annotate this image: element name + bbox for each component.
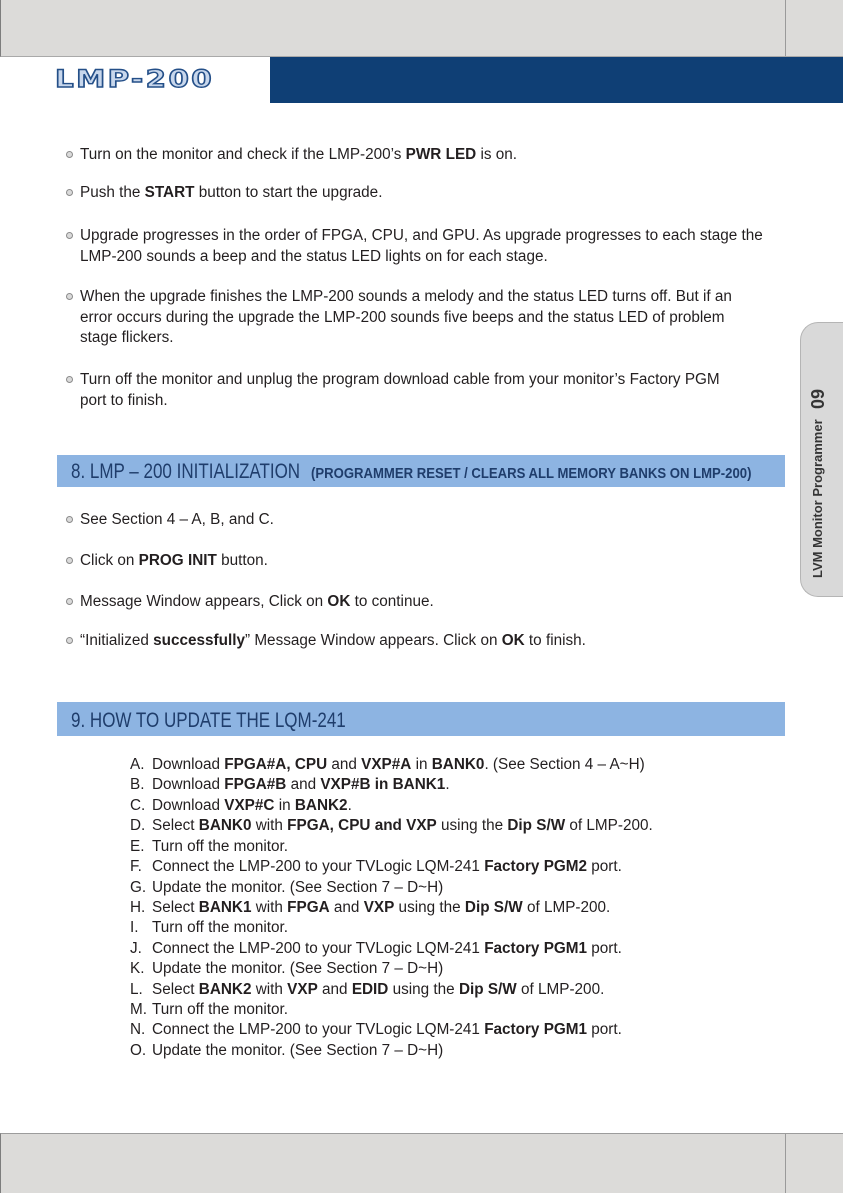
text-run: Turn off the monitor. [152,1001,289,1019]
bullet-text [80,183,382,204]
step-text [152,816,653,836]
text-run: port. [587,939,622,957]
text-run: ” Message Window appears. Click on [244,632,502,649]
text-run: using the [436,817,508,835]
step-item [0,959,800,979]
text-run: Update the monitor. (See Section 7 – D~H) [152,878,444,896]
bold-text-run: EDID [351,980,389,998]
text-run: . [347,796,352,814]
step-text [152,980,604,1000]
bold-text-run: Factory PGM1 [484,1021,588,1039]
text-line [80,592,434,613]
step-text [152,755,645,775]
text-run: to finish. [524,632,586,649]
text-run: is on. [476,146,518,163]
text-line [80,308,732,329]
text-run: Download [152,796,225,814]
bullet-text [80,226,763,267]
text-line [80,183,382,204]
bold-text-run: Dip S/W [507,817,566,835]
step-text [152,796,352,816]
text-run: with [251,980,288,998]
bullet-circle-icon [66,598,73,605]
bold-text-run: VXP#B in BANK1 [320,776,446,794]
bold-text-run: FPGA [287,898,330,916]
text-run: with [251,898,288,916]
text-line [80,510,274,531]
bullet-item [80,183,382,204]
bullet-text [80,370,720,411]
bold-text-run: OK [327,593,351,610]
text-run: “Initialized [80,632,154,649]
text-run: Turn on the monitor and check if the LMP-200’s [80,146,406,163]
bold-text-run: BANK0 [198,817,252,835]
step-text [152,775,450,795]
step-item [0,796,800,816]
text-run: Download [152,756,225,773]
text-run: Update the monitor. (See Section 7 – D~H) [152,960,444,978]
bold-text-run: Factory PGM1 [484,939,588,957]
bold-text-run: VXP#A [361,756,412,773]
bullet-text [80,551,268,572]
section-8-subtitle: (PROGRAMMER RESET / CLEARS ALL MEMORY BANKS ON LMP-200) [311,465,752,482]
text-run: with [251,817,288,835]
step-item [0,1020,800,1040]
step-item [0,1041,800,1061]
step-item [0,980,800,1000]
text-line [80,551,268,572]
bold-text-run: START [144,184,195,201]
section-9-header [57,702,785,736]
step-item [0,918,800,938]
bullet-item [80,226,763,267]
step-text [152,898,610,918]
step-item [0,898,800,918]
page-number: 09 [808,388,828,409]
text-run: using the [388,980,459,998]
bullet-item [80,631,586,652]
bold-text-run: Dip S/W [458,980,517,998]
text-run: of LMP-200. [522,898,611,916]
step-letter: D. [130,817,146,835]
text-line [80,226,763,247]
bold-text-run: VXP [363,898,395,916]
bold-text-run: FPGA#B [224,776,287,794]
text-run: Connect the LMP-200 to your TVLogic LQM-241 [152,1021,485,1039]
text-line [80,370,720,391]
bold-text-run: FPGA, CPU and VXP [287,817,437,835]
margin-divider [785,0,786,56]
bullet-circle-icon [66,232,73,239]
text-line [80,328,732,349]
bold-text-run: OK [501,632,525,649]
section-8-title: 8. LMP – 200 INITIALIZATION [71,460,301,483]
text-run: Update the monitor. (See Section 7 – D~H) [152,1041,444,1059]
text-run: See Section 4 – A, B, and C. [80,511,274,528]
section-9-title: 9. HOW TO UPDATE THE LQM-241 [71,709,346,732]
step-item [0,837,800,857]
bold-text-run: Dip S/W [464,898,523,916]
bold-text-run: PROG INIT [138,552,217,569]
step-text [152,857,622,877]
step-item [0,775,800,795]
step-text [152,1020,622,1040]
bold-text-run: BANK0 [431,756,485,773]
step-text [152,939,622,959]
side-tab-text [808,388,828,578]
step-letter: A. [130,756,145,773]
bold-text-run: BANK1 [198,898,252,916]
text-run: of LMP-200. [516,980,605,998]
text-run: Push the [80,184,145,201]
text-run: button. [216,552,268,569]
text-run: Select [152,898,199,916]
text-run: Turn off the monitor. [152,919,289,937]
text-run: button to start the upgrade. [194,184,383,201]
step-text [152,878,443,898]
text-run: . (See Section 4 – A~H) [484,756,645,773]
bullet-circle-icon [66,557,73,564]
text-run: Click on [80,552,139,569]
step-item [0,939,800,959]
text-run: When the upgrade finishes the LMP-200 sounds a melody and the status LED turns off. But if an [80,288,732,305]
bullet-item [80,370,720,411]
bullet-item [80,145,517,166]
step-item [0,755,800,775]
section-8-header [57,455,785,487]
bottom-page-margin [0,1133,843,1193]
step-letter: M. [130,1001,147,1019]
text-run: and [317,980,352,998]
bold-text-run: BANK2 [198,980,252,998]
bullet-circle-icon [66,293,73,300]
text-run: Connect the LMP-200 to your TVLogic LQM-241 [152,858,485,876]
step-letter: G. [130,878,147,896]
bullet-circle-icon [66,189,73,196]
text-run: port to finish. [80,391,168,409]
step-letter: L. [130,980,143,998]
text-line [80,145,517,166]
text-run: Message Window appears, Click on [80,593,328,610]
bullet-text [80,592,434,613]
bullet-text [80,287,732,349]
text-run: stage flickers. [80,329,174,346]
text-run: Select [152,980,199,998]
step-letter: J. [130,939,142,957]
bold-text-run: PWR LED [405,146,477,163]
step-letter: O. [130,1041,147,1059]
step-letter: N. [130,1021,146,1039]
step-letter: H. [130,898,146,916]
bold-text-run: BANK2 [294,796,348,814]
text-run: . [445,776,450,794]
step-text [152,1000,288,1020]
step-item [0,857,800,877]
step-letter: K. [130,960,145,978]
step-item [0,878,800,898]
text-run: and [327,756,362,773]
text-run: LMP-200 sounds a beep and the status LED lights on for each stage. [80,247,548,265]
text-run: Turn off the monitor and unplug the program download cable from your monitor’s Factory PGM [80,371,720,388]
bold-text-run: successfully [153,632,245,649]
text-run: port. [587,1021,622,1039]
text-line [80,391,720,412]
side-tab-label: LVM Monitor Programmer [810,419,825,578]
step-letter: I. [130,919,139,937]
text-run: Download [152,776,225,794]
step-letter: B. [130,776,145,794]
bullet-circle-icon [66,637,73,644]
bullet-text [80,145,517,166]
bullet-text [80,510,274,531]
text-line [80,631,586,652]
step-letter: E. [130,837,145,855]
text-run: and [286,776,321,794]
text-run: Turn off the monitor. [152,837,289,855]
top-page-margin [0,0,843,57]
header-bar [270,57,843,103]
step-letter: F. [130,858,142,876]
steps-list [0,755,800,1061]
text-line [80,247,763,268]
text-run: to continue. [350,593,434,610]
text-run: in [274,796,295,814]
text-run: port. [587,858,622,876]
bold-text-run: VXP#C [224,796,275,814]
margin-divider [785,1134,786,1193]
text-run: using the [394,898,465,916]
text-run: in [411,756,432,773]
product-logo: LMP-200 [55,65,215,93]
step-item [0,816,800,836]
text-run: of LMP-200. [565,817,653,835]
step-text [152,918,288,938]
text-run: and [329,898,364,916]
bold-text-run: FPGA#A, CPU [224,756,328,773]
step-text [152,837,288,857]
bullet-item [80,287,732,349]
bold-text-run: Factory PGM2 [484,858,588,876]
text-run: Upgrade progresses in the order of FPGA, CPU, and GPU. As upgrade progresses to each stage the [80,227,763,244]
bullet-circle-icon [66,376,73,383]
text-line [80,287,732,308]
step-letter: C. [130,796,146,814]
bullet-text [80,631,586,652]
bullet-circle-icon [66,151,73,158]
bullet-item [80,510,274,531]
text-run: Connect the LMP-200 to your TVLogic LQM-241 [152,939,485,957]
step-item [0,1000,800,1020]
bullet-item [80,592,434,613]
step-text [152,959,443,979]
step-text [152,1041,443,1061]
text-run: Select [152,817,199,835]
bold-text-run: VXP [287,980,318,998]
text-run: error occurs during the upgrade the LMP-200 sounds five beeps and the status LED of problem [80,308,725,326]
bullet-circle-icon [66,516,73,523]
bullet-item [80,551,268,572]
